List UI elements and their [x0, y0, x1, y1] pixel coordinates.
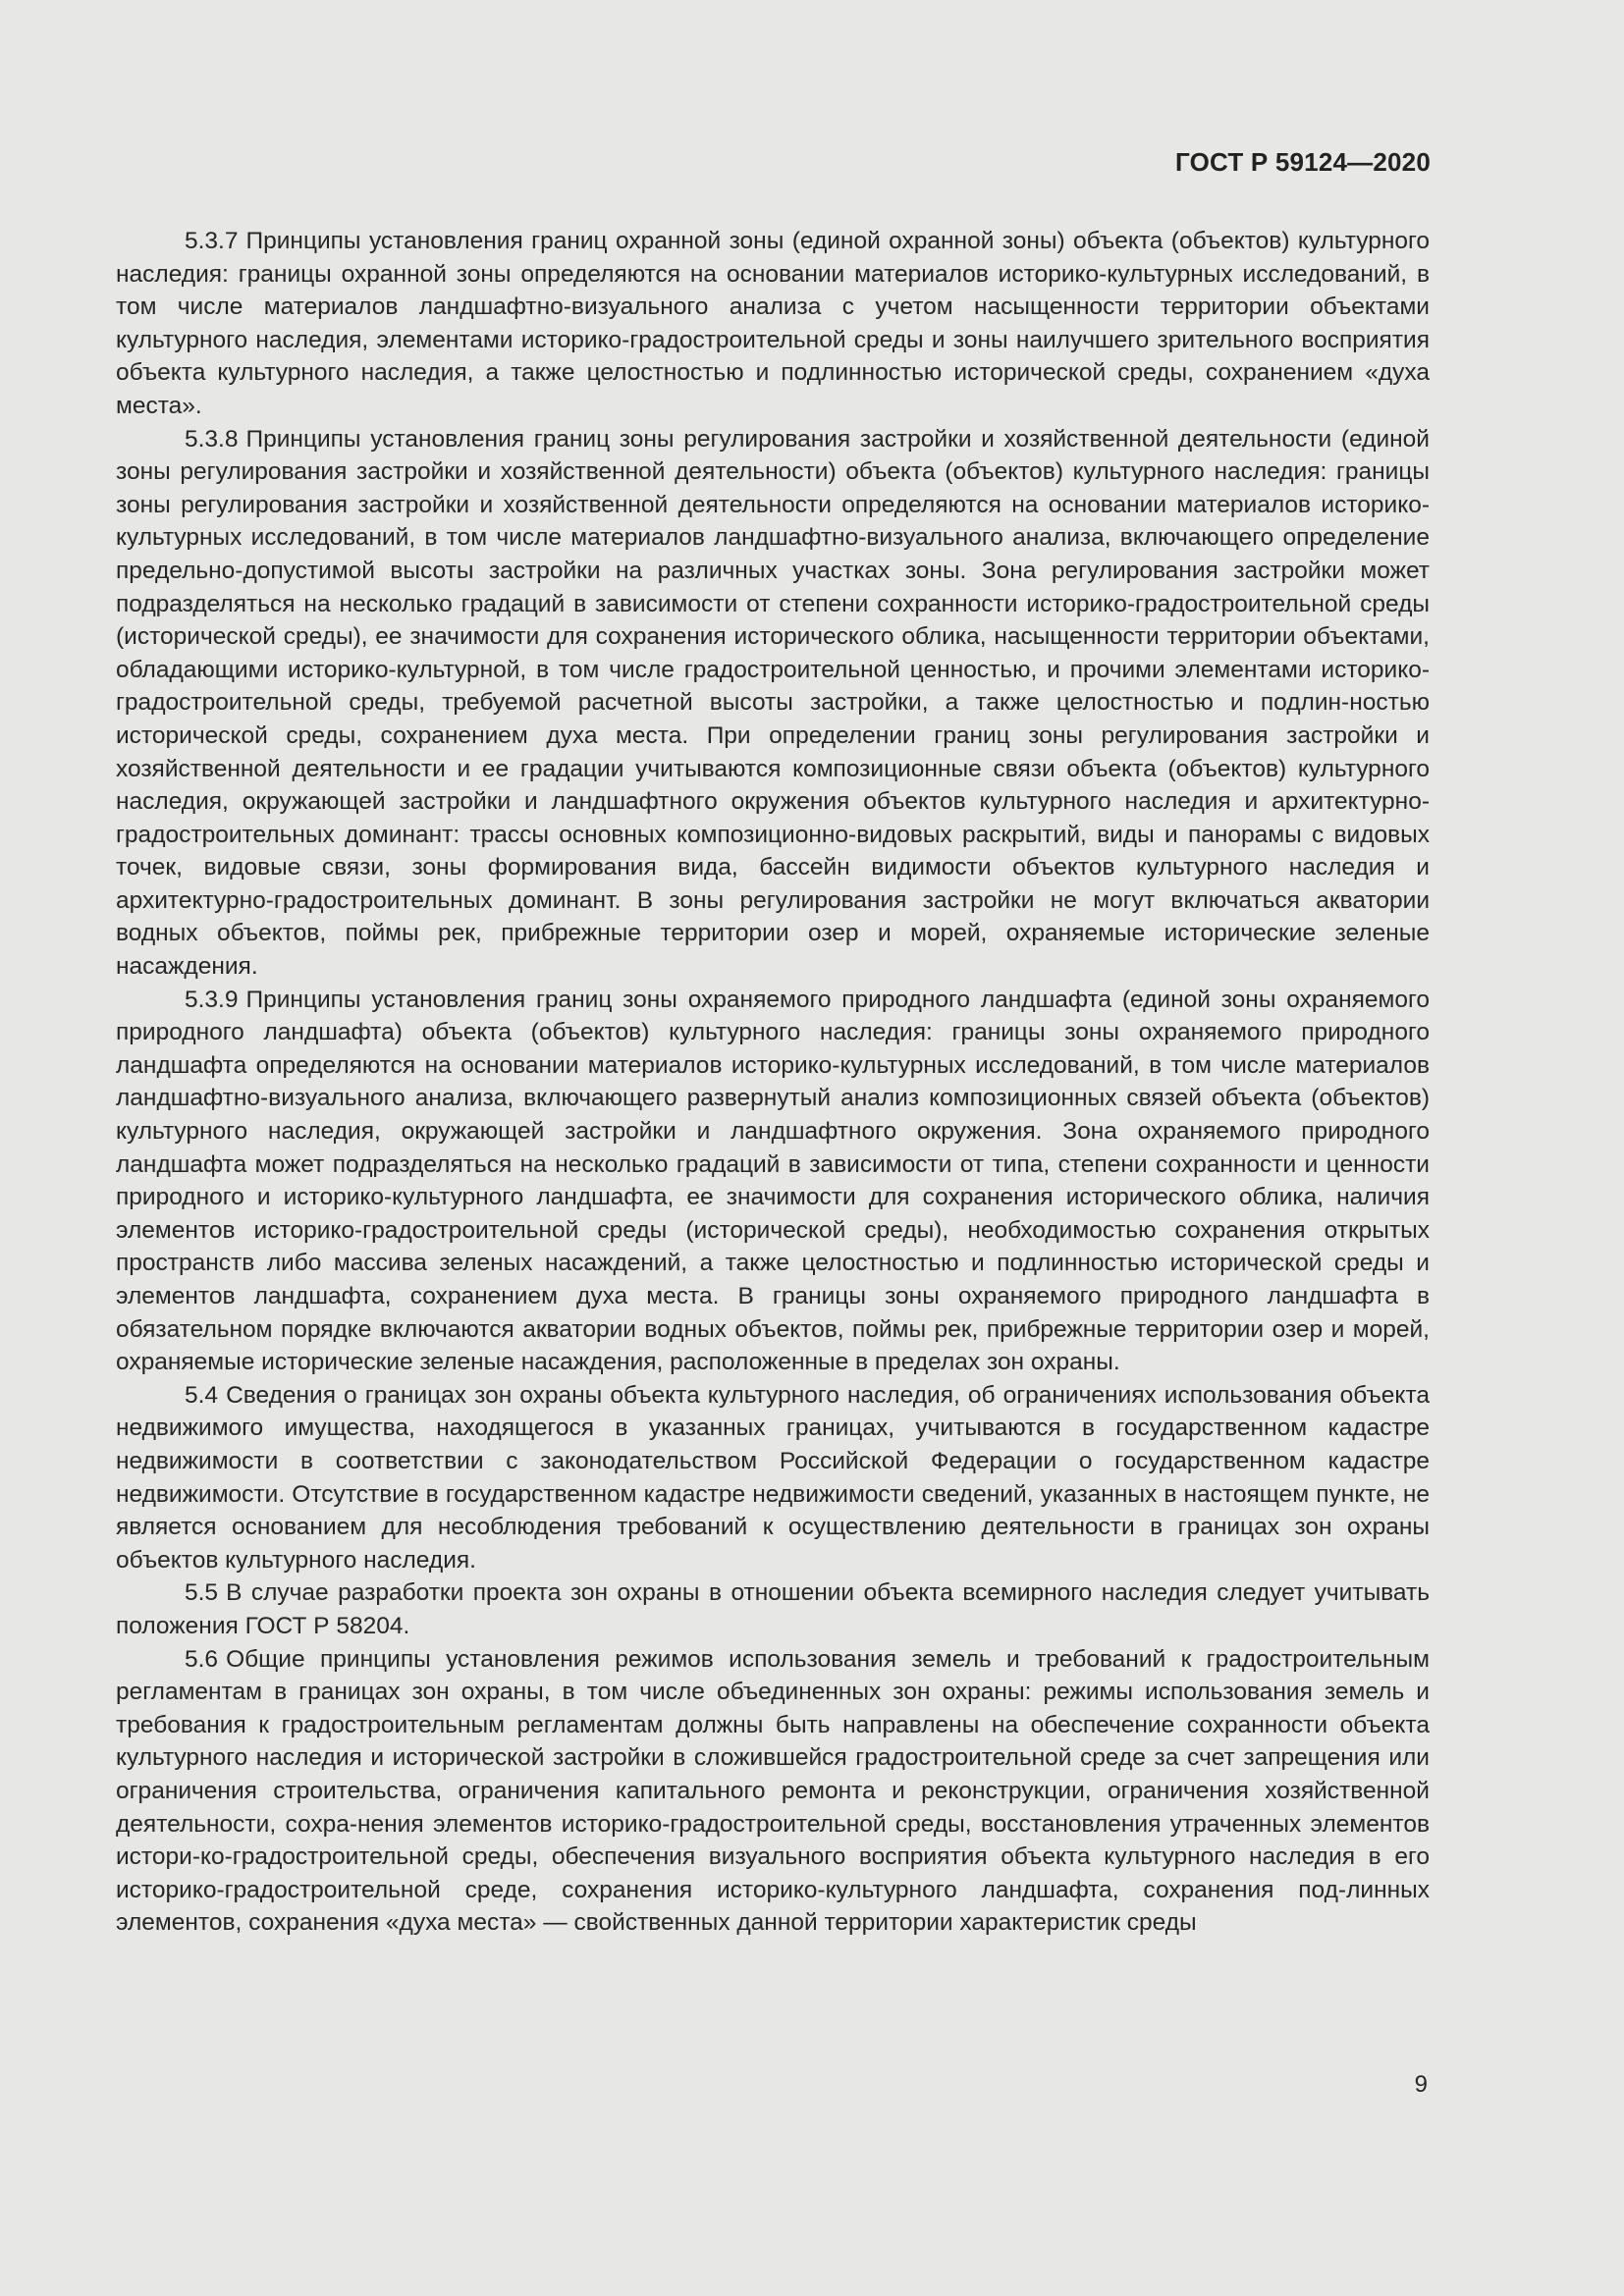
- paragraph-number: 5.4: [185, 1381, 219, 1409]
- paragraph-text: Сведения о границах зон охраны объекта культурного наследия, об ограничениях использования объекта недвижимого имущества, находящегося в указанных границах, учитываются в государственном кадастре недвижимости в соответствии с законодательством Российской Федерации о государственном кадастре недвижимости. Отсутствие в государственном кадастре недвижимости сведений, указанных в настоящем пункте, не является основанием для несоблюдения требований к осуществлению деятельности в границах зон охраны объектов культурного наследия.: [116, 1381, 1430, 1574]
- paragraph-number: 5.3.7: [185, 228, 239, 254]
- paragraph-5-3-7: [116, 225, 1430, 423]
- paragraph-text: В случае разработки проекта зон охраны в отношении объекта всемирного наследия следует учитывать положения ГОСТ Р 58204.: [116, 1579, 1430, 1639]
- paragraph-5-6: [116, 1643, 1430, 1940]
- paragraph-text: Общие принципы установления режимов использования земель и требований к градостроительным регламентам в границах зон охраны, в том числе объединенных зон охраны: режимы использования земель и требования к градостроительным регламентам должны быть направлены на обеспечение сохранности объекта культурного наследия и исторической застройки в сложившейся градостроительной среде за счет запрещения или ограничения строительства, ограничения капитального ремонта и реконструкции, ограничения хозяйственной деятельности, сохра-нения элементов историко-градостроительной среды, восстановления утраченных элементов истори-ко-градостроительной среды, обеспечения визуального восприятия объекта культурного наследия в его историко-градостроительной среде, сохранения историко-культурного ландшафта, сохранения под-линных элементов, сохранения «духа места» — свойственных данной территории характеристик среды: [116, 1645, 1430, 1937]
- paragraph-number: 5.5: [185, 1579, 219, 1607]
- document-body: [116, 225, 1430, 1940]
- paragraph-text: Принципы установления границ охранной зоны (единой охранной зоны) объекта (объектов) культурного наследия: границы охранной зоны определяются на основании материалов историко-культурных исследований, в том числе материалов ландшафтно-визуального анализа с учетом насыщенности территории объектами культурного наследия, элементами историко-градостроительной среды и зоны наилучшего зрительного восприятия объекта культурного наследия, а также целостностью и подлинностью исторической среды, сохранением «духа места».: [116, 228, 1430, 419]
- paragraph-text: Принципы установления границ зоны регулирования застройки и хозяйственной деятельности (единой зоны регулирования застройки и хозяйственной деятельности) объекта (объектов) культурного наследия: границы зоны регулирования застройки и хозяйственной деятельности определяются на основании материалов историко-культурных исследований, в том числе материалов ландшафтно-визуального анализа, включающего определение предельно-допустимой высоты застройки на различных участках зоны. Зона регулирования застройки может подразделяться на несколько градаций в зависимости от степени сохранности историко-градостроительной среды (исторической среды), ее значимости для сохранения исторического облика, насыщенности территории объектами, обладающими историко-культурной, в том числе градостроительной ценностью, и прочими элементами историко-градостроительной среды, требуемой расчетной высоты застройки, а также целостностью и подлин-ностью исторической среды, сохранением духа места. При определении границ зоны регулирования застройки и хозяйственной деятельности и ее градации учитываются композиционные связи объекта (объектов) культурного наследия, окружающей застройки и ландшафтного окружения объектов культурного наследия и архитектурно-градостроительных доминант: трассы основных композиционно-видовых раскрытий, виды и панорамы с видовых точек, видовые связи, зоны формирования вида, бассейн видимости объектов культурного наследия и архитектурно-градостроительных доминант. В зоны регулирования застройки не могут включаться акватории водных объектов, поймы рек, прибрежные территории озер и морей, охраняемые исторические зеленые насаждения.: [116, 425, 1430, 981]
- paragraph-text: Принципы установления границ зоны охраняемого природного ландшафта (единой зоны охраняемого природного ландшафта) объекта (объектов) культурного наследия: границы зоны охраняемого природного ландшафта определяются на основании материалов историко-культурных исследований, в том числе материалов ландшафтно-визуального анализа, включающего развернутый анализ композиционных связей объекта (объектов) культурного наследия, окружающей застройки и ландшафтного окружения. Зона охраняемого природного ландшафта может подразделяться на несколько градаций в зависимости от типа, степени сохранности и ценности природного и историко-культурного ландшафта, ее значимости для сохранения исторического облика, наличия элементов историко-градостроительной среды (исторической среды), необходимостью сохранения открытых пространств либо массива зеленых насаждений, а также целостностью и подлинностью исторической среды и элементов ландшафта, сохранением духа места. В границы зоны охраняемого природного ландшафта в обязательном порядке включаются акватории водных объектов, поймы рек, прибрежные территории озер и морей, охраняемые исторические зеленые насаждения, расположенные в пределах зон охраны.: [116, 986, 1430, 1376]
- paragraph-number: 5.3.9: [185, 986, 239, 1013]
- paragraph-5-5: [116, 1576, 1430, 1642]
- paragraph-5-3-8: [116, 423, 1430, 984]
- paragraph-number: 5.3.8: [185, 425, 239, 453]
- page-number: 9: [1414, 2071, 1428, 2098]
- paragraph-5-3-9: [116, 984, 1430, 1379]
- standard-code-header: ГОСТ Р 59124—2020: [1175, 147, 1431, 177]
- paragraph-5-4: [116, 1379, 1430, 1577]
- paragraph-number: 5.6: [185, 1645, 219, 1673]
